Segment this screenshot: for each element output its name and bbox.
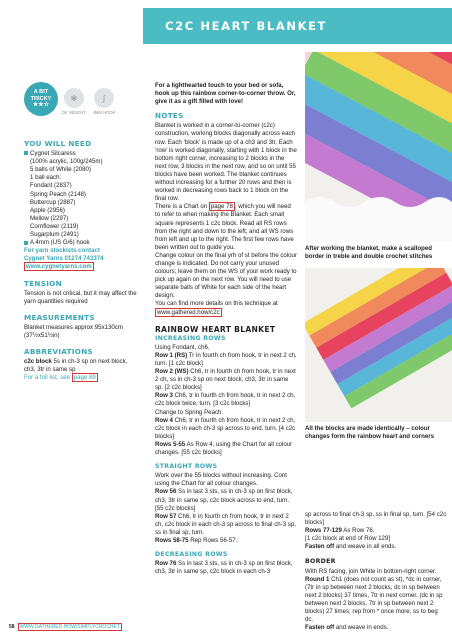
chart-page-link[interactable]: page 78 xyxy=(210,203,233,211)
skill-badge xyxy=(24,82,58,116)
weight-label: DK WEIGHT xyxy=(62,110,86,115)
header-band xyxy=(143,8,452,44)
yarn-item: Buttercup (2887) xyxy=(30,198,76,206)
photo-1-caption: After working the blanket, make a scalloped border in treble and double crochet stitches xyxy=(305,245,433,261)
yarn-item: Fondant (2837) xyxy=(30,182,72,190)
hook-label: 4MM HOOK xyxy=(92,110,116,115)
pattern-row: Rows 5-55 As Row 4, using the Chart for all colour changes. [55 c2c blocks] xyxy=(155,440,293,457)
skill-stars: ★★☆ xyxy=(32,102,50,109)
abbreviation-c2c: c2c block 5s in ch-3 sp on next block, ch3, 3tr in same sp xyxy=(24,358,128,374)
pattern-row: Fasten off and weave in all ends. xyxy=(305,543,397,551)
blanket-photo-1 xyxy=(305,52,452,242)
pattern-row: Row 3 Ch6, tr in fourth ch from hook, tr in next 2 ch, c2c block twice, turn. [3 c2c blocks] xyxy=(155,392,296,408)
pattern-row: Rows 77-129 As Row 76. xyxy=(305,527,375,535)
notes-paragraph: Blanket is worked in a corner-to-corner (c2c) construction, working blocks diagonally across each row. Each ‘block’ is made up of a ch3 and 3tr. Each ‘row’ is worked diagonally, starting with 1 block in the bottom right corner, increasing to 2 blocks in the next row, 3 blocks in the next row, and so on until 55 blocks have been worked. The blanket continues without increasing for a further 20 rows and then is worked in decreasing rows back to 1 block on the final row. xyxy=(155,122,297,203)
blanket-photo-2 xyxy=(305,268,452,422)
blanket-photo-2-image xyxy=(305,268,452,422)
notes-heading: NOTES xyxy=(155,111,184,121)
increasing-heading: INCREASING ROWS xyxy=(155,334,226,342)
column-3 xyxy=(305,511,447,632)
page-link[interactable]: page 89 xyxy=(73,374,96,382)
yarn-item: Cornflower (2119) xyxy=(30,222,79,230)
page-number: 58 xyxy=(9,624,15,630)
pattern-text: Change to Spring Peach. xyxy=(155,408,224,416)
yarn-item: (100% acrylic, 100g/245m) xyxy=(30,158,103,166)
stockists-link[interactable]: www.cygnetyarns.com xyxy=(26,263,92,271)
footer-link[interactable]: WWW.GATHERED.HOW/SIMPLYCROCHET xyxy=(19,624,120,630)
skill-label: A BIT TRICKY xyxy=(30,89,52,102)
yarn-icon: ✻ xyxy=(64,88,84,108)
yarn-item: 1 ball each: xyxy=(30,174,62,182)
pattern-text: With RS facing, join White in bottom-right corner. xyxy=(305,567,437,575)
notes-paragraph: There is a Chart on page 78 , which you will need to refer to when making the Blanket. Each small square represents 1 c2c block. Read all RS rows from the right and down to the left, and all WS rows from left and up to the right. The first few rows have been written out to guide you. xyxy=(155,203,294,251)
straight-heading: STRAIGHT ROWS xyxy=(155,463,218,471)
measurements-text: Blanket measures approx 95x130cm (37½x51½in) xyxy=(24,323,123,339)
pattern-row: Row 57 Ch6, tr in fourth ch from hook, tr in next 2 ch, c2c block in each ch-3 sp across to final ch-3 sp, ss in final sp, turn. xyxy=(155,512,296,536)
yarn-item: 5 balls of White (2080) xyxy=(30,166,91,174)
stockists-company: Cygnet Yarns 01274 743374 xyxy=(24,255,104,263)
yarn-item: Sugarplum (2491) xyxy=(30,231,79,239)
pattern-text: [1 c2c block at end of Row 129] xyxy=(305,535,391,543)
hook-icon: ∫ xyxy=(94,88,114,108)
notes-paragraph: Change colour on the final yrh of st before the colour change is indicated. Do not carry your unused colours; leave them on the WS of your work ready to pick up again on the next row. You will need to use separate balls of White for each side of the heart design. xyxy=(155,251,297,300)
column-1 xyxy=(24,134,140,382)
pattern-row: Fasten off and weave in ends. xyxy=(305,624,389,632)
pattern-row: Row 76 Ss in last 3 sts, ss in ch-3 sp on first block, ch3, 3tr in same sp, c2c block in each ch-3 xyxy=(155,560,293,576)
abbreviations-heading: ABBREVIATIONS xyxy=(24,347,93,357)
technique-link[interactable]: www.gathered.how/c2c xyxy=(157,308,220,316)
hook-item: A 4mm (US G/6) hook xyxy=(24,239,140,247)
intro-text: For a lighthearted touch to your bed or sofa, hook up this rainbow corner-to-corner throw. Or, give it as a gift filled with love! xyxy=(155,82,296,106)
photo-2-caption: All the blocks are made identically – colour changes form the rainbow heart and corners xyxy=(305,425,435,441)
bullet-square xyxy=(24,241,28,245)
you-will-need-heading: YOU WILL NEED xyxy=(24,139,92,148)
pattern-row: Row 56 Ss in last 3 sts, ss in ch-3 sp on first block, ch3, 3tr in same sp, c2c block across to end, turn. [55 c2c blocks] xyxy=(155,488,293,512)
pattern-text: Using Fondant, ch6. xyxy=(155,343,210,351)
page-title: C2C HEART BLANKET xyxy=(165,19,327,33)
yarn-item: Cygnet Silcaress xyxy=(24,150,140,158)
abbreviation-full-list: For a full list, see page 89 xyxy=(24,374,96,382)
column-2 xyxy=(155,82,297,576)
measurements-heading: MEASUREMENTS xyxy=(24,312,95,322)
tension-text: Tension is not critical, but it may affect the yarn quantities required xyxy=(24,289,137,305)
pattern-row: Round 1 Ch1 (does not count as st), *dc in corner, (7tr in sp between next 2 blocks, dc in sp between next 2 blocks) 37 times, 7tr in next corner, (dc in sp between next 2 blocks, 7tr in sp between next 2 blocks) 27 times; rep from * once more, ss to beg dc. xyxy=(305,575,443,624)
pattern-row: Rows 58-75 Rep Rows 56-57. xyxy=(155,536,238,544)
bullet-square xyxy=(24,151,28,155)
yarn-item: Mellow (2297) xyxy=(30,214,69,222)
pattern-title: RAINBOW HEART BLANKET xyxy=(155,324,276,334)
border-heading: BORDER xyxy=(305,558,336,566)
footer xyxy=(9,624,122,630)
pattern-row: Row 1 (RS) Tr in fourth ch from hook, tr in next 2 ch, turn. [1 c2c block] xyxy=(155,351,297,367)
yarn-item: Apple (2956) xyxy=(30,206,65,214)
stockists-text: For yarn stockists contact xyxy=(24,247,100,255)
pattern-row: Row 4 Ch6, tr in fourth ch from hook, tr in next 2 ch, c2c block in each ch-3 sp across to end, turn. [4 c2c blocks] xyxy=(155,416,296,440)
notes-paragraph: You can find more details on this technique at xyxy=(155,300,278,308)
yarn-item: Spring Peach (2148) xyxy=(30,190,86,198)
blanket-photo-1-image xyxy=(305,52,452,242)
pattern-text: sp across to final ch-3 sp, ss in final sp, turn. [54 c2c blocks] xyxy=(305,511,447,527)
pattern-row: Row 2 (WS) Ch6, tr in fourth ch from hook, tr in next 2 ch, ss in ch-3 sp on next block, ch3, 3tr in same sp. [2 c2c blocks] xyxy=(155,368,296,392)
tension-heading: TENSION xyxy=(24,278,62,288)
pattern-text: Work over the 55 blocks without increasing. Cont using the Chart for all colour changes. xyxy=(155,472,287,488)
decreasing-heading: DECREASING ROWS xyxy=(155,551,228,559)
